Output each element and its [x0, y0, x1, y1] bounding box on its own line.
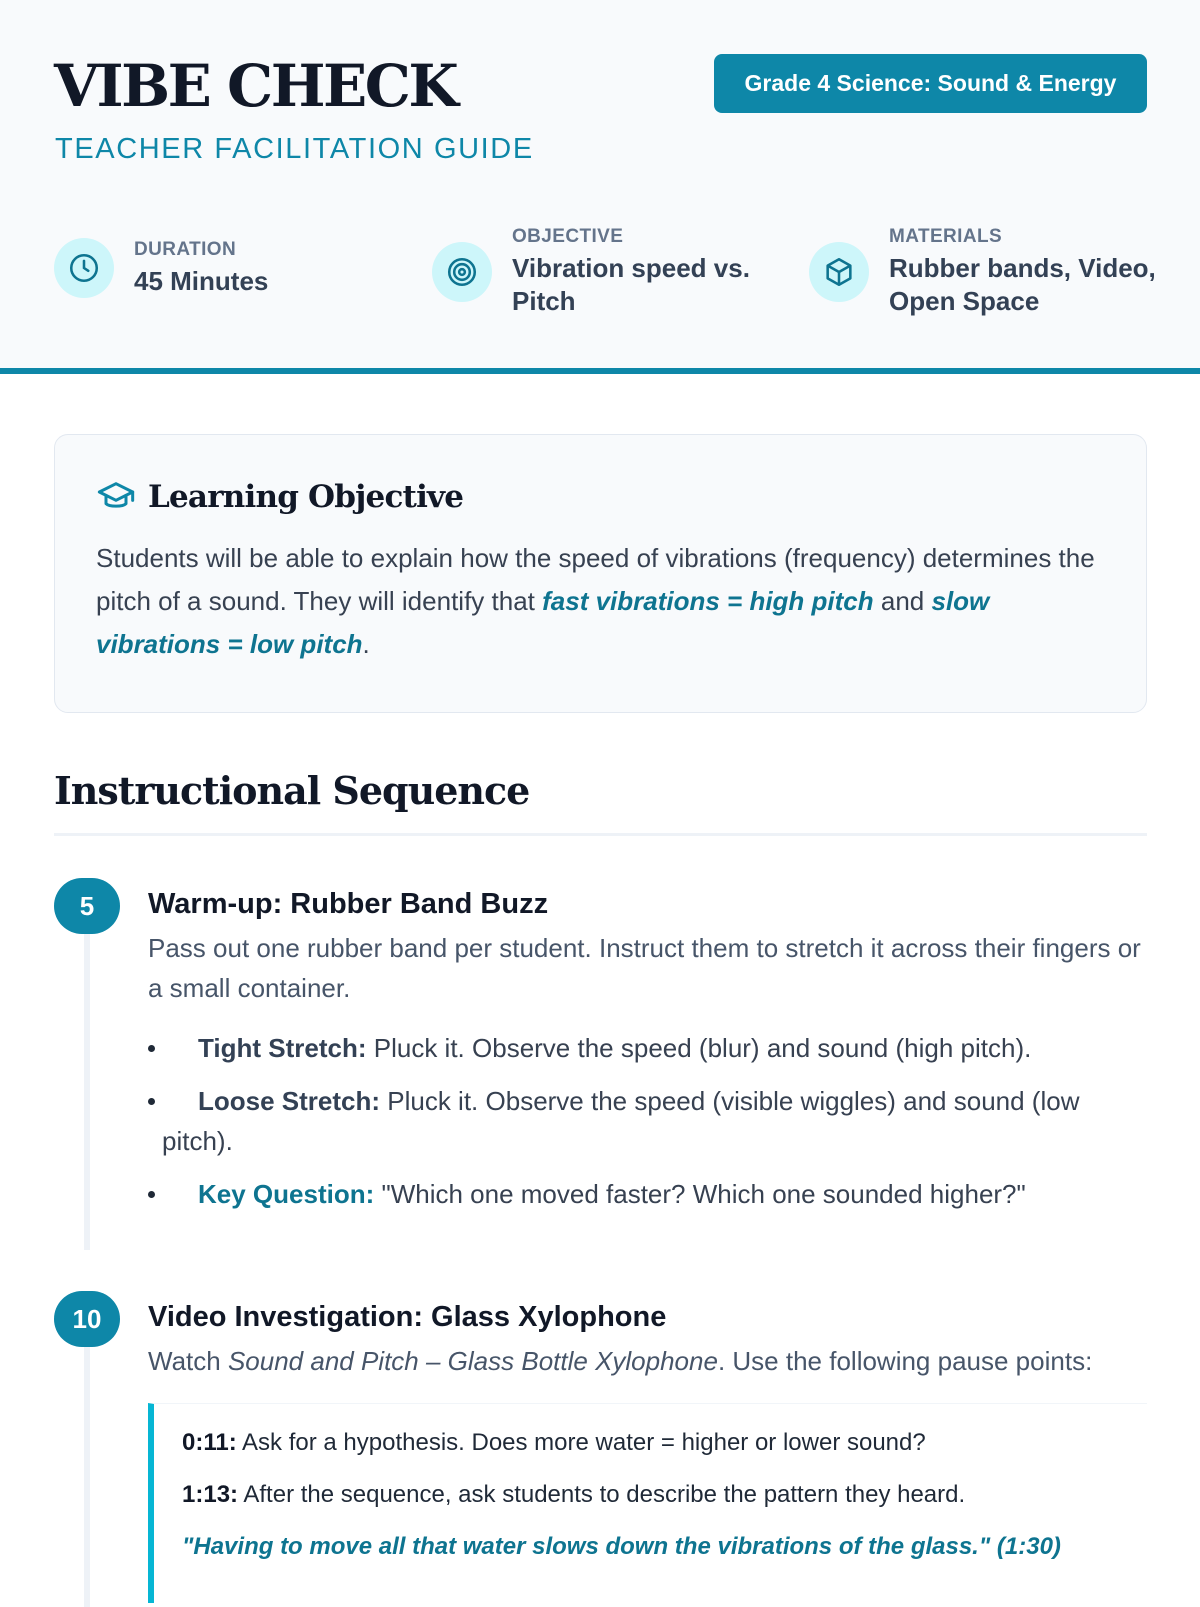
emphasis-fast-high: fast vibrations = high pitch — [542, 586, 874, 616]
learning-objective-title: Learning Objective — [148, 479, 464, 515]
meta-duration-label: DURATION — [134, 238, 237, 260]
timeline-line — [84, 1347, 90, 1607]
step-video — [54, 1291, 1147, 1600]
meta-duration-value: 45 Minutes — [134, 265, 269, 296]
meta-materials-value: Rubber bands, Video, Open Space — [889, 253, 1156, 316]
meta-objective — [432, 226, 782, 318]
list-item: Loose Stretch: Pluck it. Observe the speed (visible wiggles) and sound (low pitch). — [148, 1081, 1147, 1161]
video-quote: "Having to move all that water slows down the vibrations of the glass." (1:30) — [182, 1533, 1061, 1560]
step-title: Video Investigation: Glass Xylophone — [148, 1301, 667, 1333]
step-number: 5 — [54, 878, 120, 934]
emphasis-slow-low: slow vibrations = low pitch — [96, 586, 990, 659]
meta-materials — [809, 226, 1159, 318]
meta-objective-label: OBJECTIVE — [512, 226, 624, 247]
list-item: Tight Stretch: Pluck it. Observe the speed (blur) and sound (high pitch). — [148, 1028, 1147, 1068]
step-title: Warm-up: Rubber Band Buzz — [148, 888, 549, 920]
step-description: Pass out one rubber band per student. Instruct them to stretch it across their fingers or a small container. — [148, 933, 1141, 1003]
learning-objective-card — [54, 434, 1147, 713]
box-icon — [809, 242, 869, 302]
meta-duration — [54, 238, 268, 298]
pause-points-box — [148, 1403, 1147, 1603]
meta-materials-label: MATERIALS — [889, 226, 1003, 247]
meta-objective-value: Vibration speed vs. Pitch — [512, 253, 750, 316]
grade-badge: Grade 4 Science: Sound & Energy — [714, 54, 1147, 113]
timeline-line — [84, 934, 90, 1250]
section-divider — [54, 833, 1147, 836]
section-title: Instructional Sequence — [54, 768, 530, 813]
pause-point: 1:13: After the sequence, ask students to describe the pattern they heard. — [182, 1481, 966, 1508]
clock-icon — [54, 238, 114, 298]
step-number: 10 — [54, 1291, 120, 1347]
step-warmup — [54, 878, 1147, 1250]
learning-objective-text: Students will be able to explain how the speed of vibrations (frequency) determines the pitch of a sound. They will identify that fast vibrations = high pitch and slow vibrations = low pitch. — [96, 543, 1095, 659]
graduation-cap-icon — [96, 477, 136, 517]
step-description: Watch Sound and Pitch – Glass Bottle Xylophone. Use the following pause points: — [148, 1346, 1093, 1376]
list-item: Key Question: "Which one moved faster? Which one sounded higher?" — [148, 1174, 1147, 1214]
target-icon — [432, 242, 492, 302]
page-title: VIBE CHECK — [54, 52, 457, 120]
pause-point: 0:11: Ask for a hypothesis. Does more water = higher or lower sound? — [182, 1429, 926, 1456]
page-subtitle: TEACHER FACILITATION GUIDE — [55, 133, 534, 165]
page-header — [0, 0, 1200, 374]
video-title: Sound and Pitch – Glass Bottle Xylophone — [227, 1346, 718, 1376]
step-bullet-list — [148, 1028, 1147, 1214]
